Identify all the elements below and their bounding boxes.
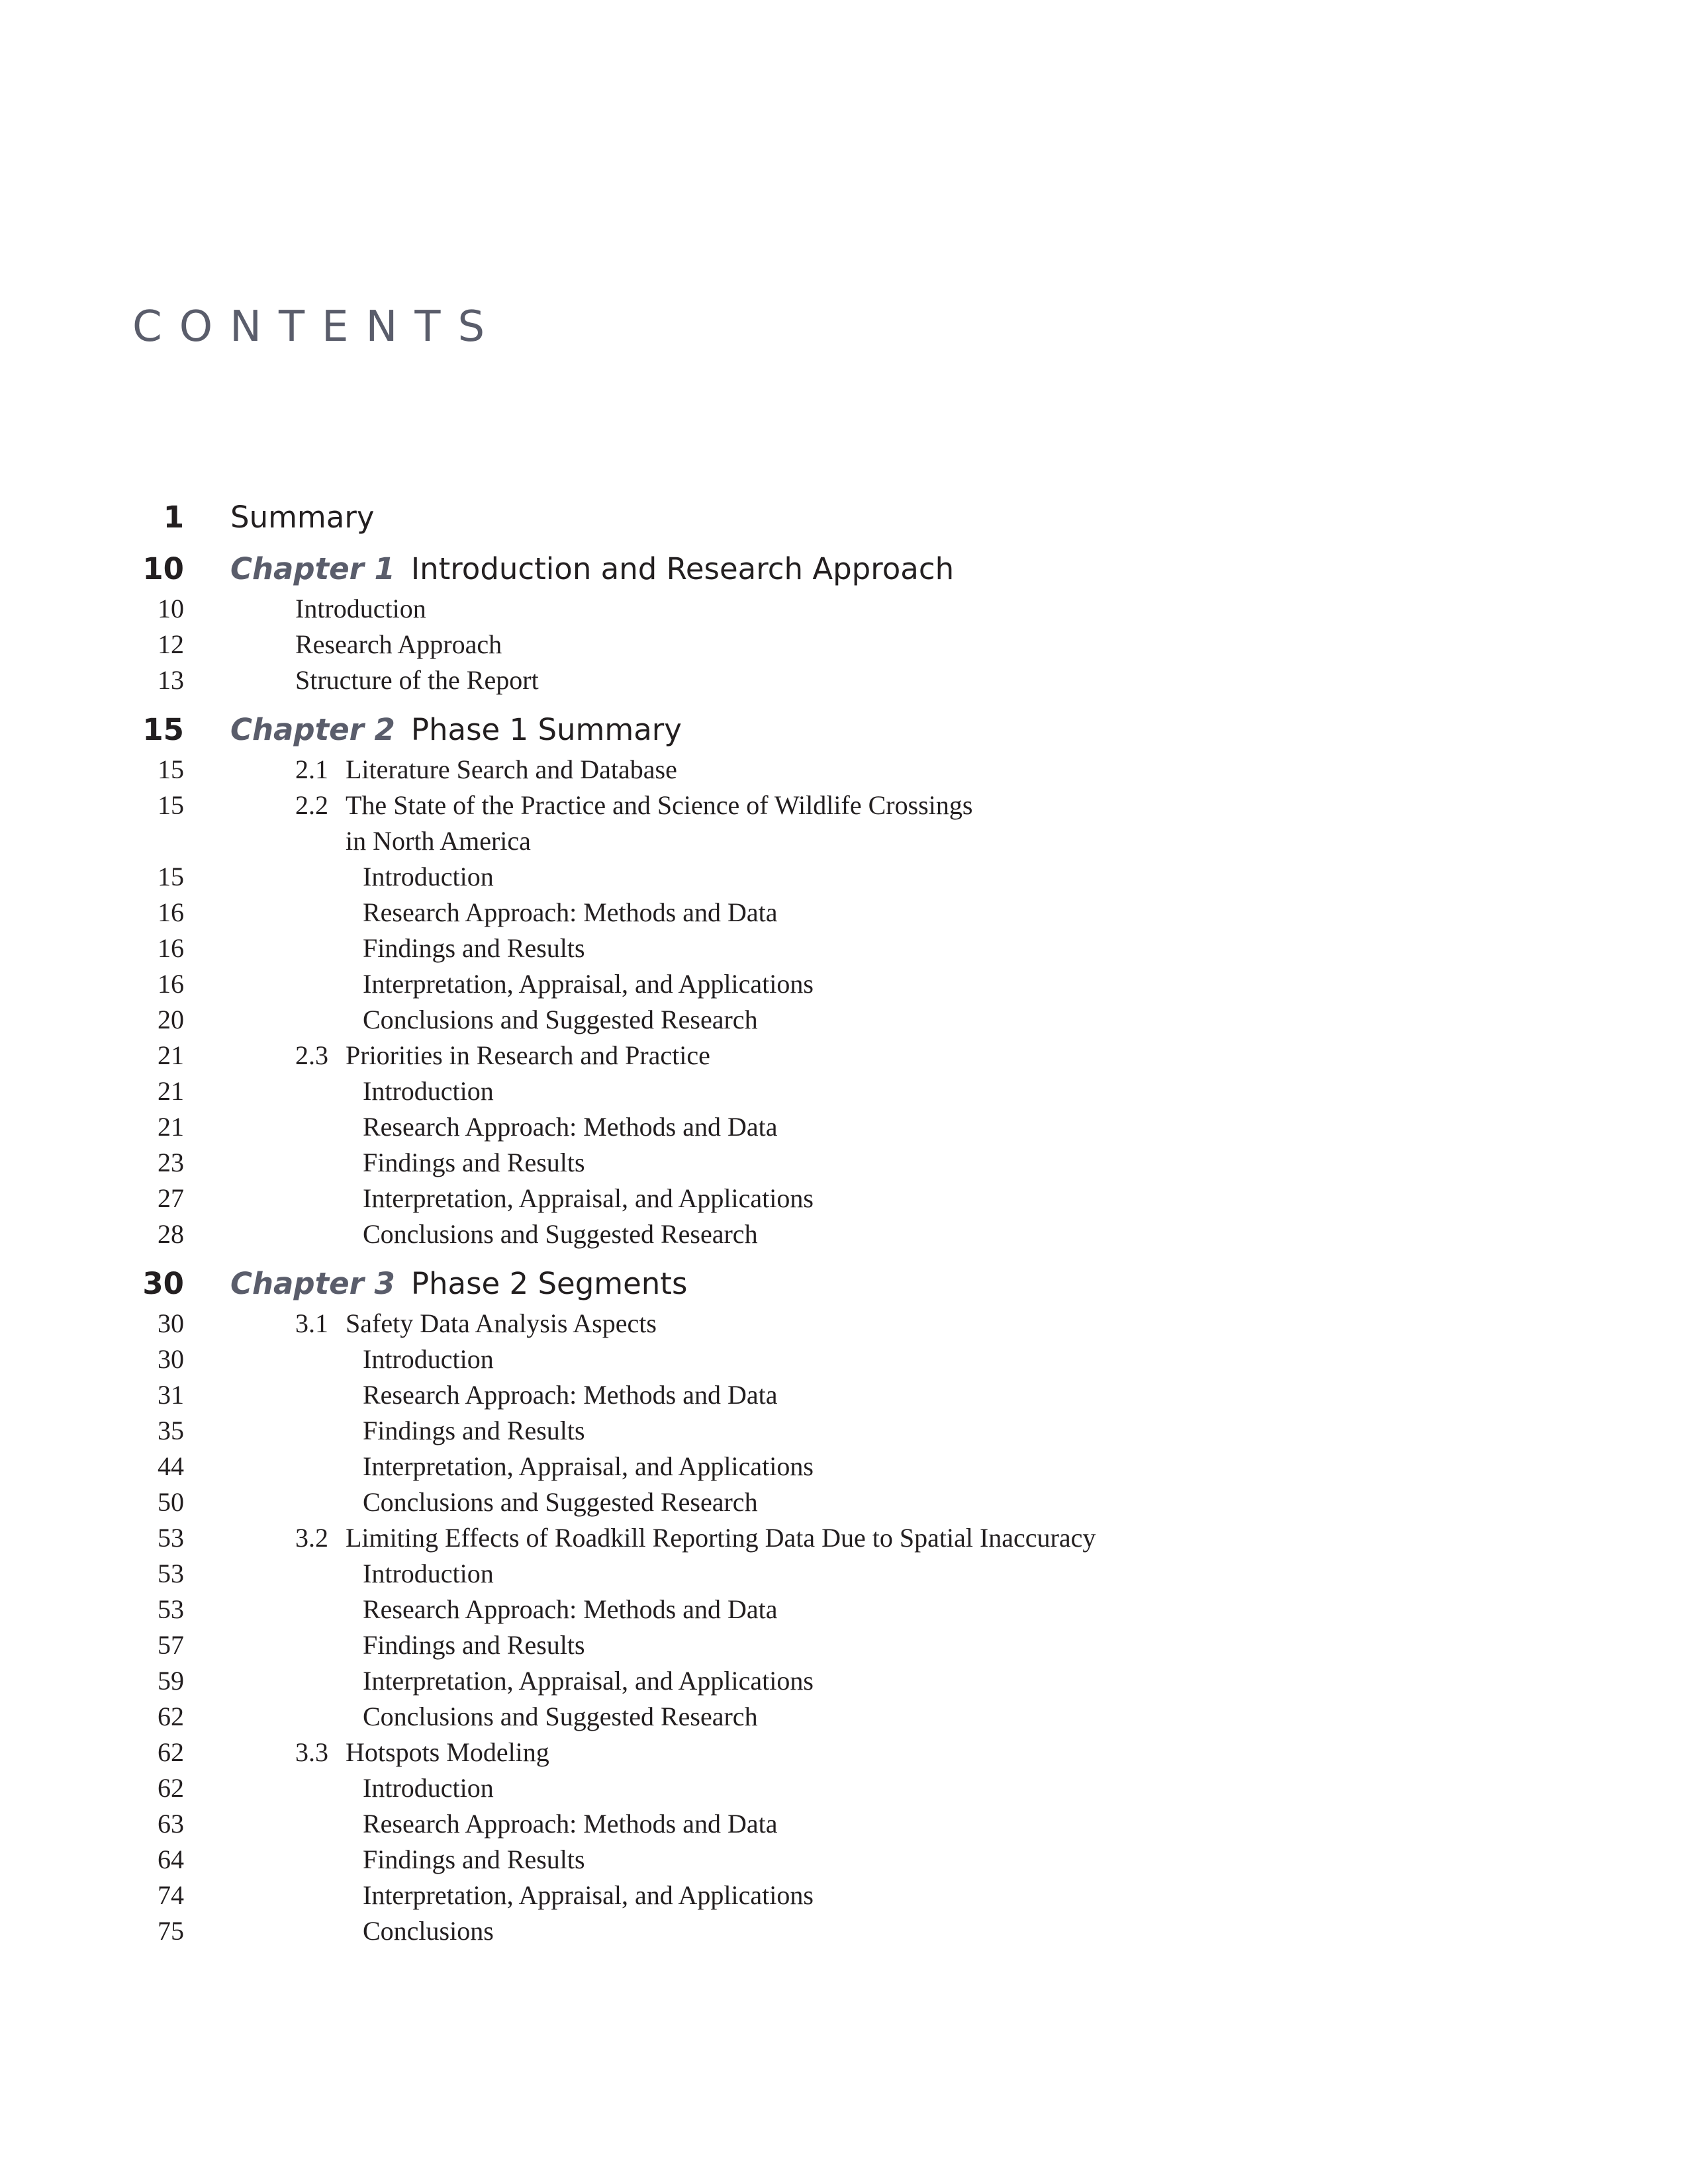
toc-page-number: 30 bbox=[158, 1344, 184, 1374]
toc-entry-text bbox=[363, 1002, 758, 1038]
toc-entry[interactable] bbox=[0, 1181, 1688, 1216]
toc-entry-title: Research Approach: Methods and Data bbox=[363, 1809, 778, 1839]
toc-entry-title: Interpretation, Appraisal, and Applications bbox=[363, 1451, 814, 1481]
toc-entry-text bbox=[295, 662, 539, 698]
toc-entry-title: Conclusions bbox=[363, 1916, 494, 1946]
toc-entry-title: Findings and Results bbox=[363, 1416, 585, 1445]
toc-entry-text bbox=[295, 788, 972, 823]
toc-entry-title: Research Approach: Methods and Data bbox=[363, 897, 778, 927]
toc-entry[interactable] bbox=[0, 752, 1688, 788]
toc-entry-title: Research Approach bbox=[295, 629, 502, 659]
toc-page-number: 20 bbox=[158, 1005, 184, 1034]
toc-entry-text bbox=[230, 498, 374, 537]
toc-entry-title: Structure of the Report bbox=[295, 665, 539, 695]
toc-entry-text bbox=[363, 1413, 585, 1449]
toc-entry-text bbox=[295, 1038, 710, 1073]
toc-entry-title: Introduction bbox=[363, 1559, 494, 1588]
toc-entry-title: Interpretation, Appraisal, and Applications bbox=[363, 1666, 814, 1696]
toc-entry[interactable] bbox=[0, 498, 1688, 537]
toc-entry[interactable] bbox=[0, 966, 1688, 1002]
toc-page-number: 15 bbox=[142, 712, 184, 747]
toc-entry-title: Interpretation, Appraisal, and Applications bbox=[363, 969, 814, 999]
toc-entry[interactable] bbox=[0, 1699, 1688, 1735]
toc-entry[interactable] bbox=[0, 1342, 1688, 1377]
toc-entry-title: Introduction bbox=[363, 862, 494, 891]
toc-page-number: 35 bbox=[158, 1416, 184, 1445]
toc-entry-title: Conclusions and Suggested Research bbox=[363, 1219, 758, 1249]
toc-entry-title: Findings and Results bbox=[363, 1844, 585, 1874]
toc-page-number: 16 bbox=[158, 897, 184, 927]
toc-page-number: 62 bbox=[158, 1737, 184, 1767]
chapter-label: Chapter 3 bbox=[230, 1266, 395, 1301]
toc-entry[interactable] bbox=[0, 1145, 1688, 1181]
chapter-label: Chapter 2 bbox=[230, 712, 395, 747]
toc-entry-text bbox=[363, 1073, 494, 1109]
toc-page-number: 57 bbox=[158, 1630, 184, 1660]
toc-page-number: 10 bbox=[142, 551, 184, 586]
toc-page-number: 30 bbox=[158, 1308, 184, 1338]
toc-entry-title: Hotspots Modeling bbox=[346, 1737, 549, 1767]
toc-entry[interactable] bbox=[0, 1878, 1688, 1913]
toc-entry-text bbox=[363, 1878, 814, 1913]
toc-entry-title: Findings and Results bbox=[363, 1630, 585, 1660]
toc-entry-text bbox=[230, 710, 682, 750]
toc-entry-text bbox=[346, 823, 531, 859]
toc-entry-text bbox=[363, 1627, 585, 1663]
toc-page-number: 15 bbox=[158, 862, 184, 891]
toc-entry[interactable] bbox=[0, 1306, 1688, 1342]
toc-entry-title: Priorities in Research and Practice bbox=[346, 1040, 710, 1070]
toc-entry-text bbox=[363, 1592, 777, 1627]
toc-entry-text bbox=[363, 1842, 585, 1878]
toc-entry-title: Introduction bbox=[363, 1344, 494, 1374]
chapter-label: Chapter 1 bbox=[230, 551, 395, 586]
section-number: 2.1 bbox=[295, 754, 328, 784]
toc-entry-text bbox=[363, 1913, 494, 1949]
toc-entry-title: in North America bbox=[346, 826, 531, 856]
toc-page-number: 15 bbox=[158, 790, 184, 820]
toc-page-number: 59 bbox=[158, 1666, 184, 1696]
toc-entry-title: The State of the Practice and Science of Wildlife Crossings bbox=[346, 790, 973, 820]
toc-page-number: 27 bbox=[158, 1183, 184, 1213]
toc-page-number: 30 bbox=[142, 1266, 184, 1301]
toc-entry[interactable] bbox=[0, 662, 1688, 698]
toc-page-number: 28 bbox=[158, 1219, 184, 1249]
toc-entry-title: Phase 2 Segments bbox=[410, 1266, 688, 1301]
toc-page-number: 44 bbox=[158, 1451, 184, 1481]
toc-entry-title: Phase 1 Summary bbox=[410, 712, 682, 747]
toc-entry-text bbox=[295, 627, 502, 662]
toc-page-number: 15 bbox=[158, 754, 184, 784]
toc-entry-text bbox=[363, 966, 814, 1002]
toc-page-number: 53 bbox=[158, 1523, 184, 1553]
toc-entry-text bbox=[295, 1306, 657, 1342]
toc-entry-text bbox=[363, 1145, 585, 1181]
toc-entry-title: Introduction bbox=[363, 1076, 494, 1106]
toc-entry-title: Introduction bbox=[363, 1773, 494, 1803]
toc-entry[interactable] bbox=[0, 1556, 1688, 1592]
toc-page-number: 75 bbox=[158, 1916, 184, 1946]
toc-page-number: 74 bbox=[158, 1880, 184, 1910]
section-number: 3.2 bbox=[295, 1523, 328, 1553]
toc-entry-text bbox=[363, 1484, 758, 1520]
toc-entry-text bbox=[230, 549, 954, 589]
toc-entry-text bbox=[363, 859, 494, 895]
toc-entry[interactable] bbox=[0, 1377, 1688, 1413]
toc-entry[interactable] bbox=[0, 1484, 1688, 1520]
toc-page-number: 16 bbox=[158, 969, 184, 999]
toc-entry[interactable] bbox=[0, 1663, 1688, 1699]
toc-entry[interactable] bbox=[0, 1038, 1688, 1073]
toc-entry[interactable] bbox=[0, 1770, 1688, 1806]
section-number: 2.2 bbox=[295, 790, 328, 820]
toc-entry[interactable] bbox=[0, 1627, 1688, 1663]
toc-entry-text bbox=[363, 1109, 777, 1145]
toc-page-number: 23 bbox=[158, 1148, 184, 1177]
section-number: 3.1 bbox=[295, 1308, 328, 1338]
toc-entry-text bbox=[363, 895, 777, 931]
toc-entry-text bbox=[363, 1556, 494, 1592]
toc-page-number: 21 bbox=[158, 1040, 184, 1070]
toc-entry[interactable] bbox=[0, 1109, 1688, 1145]
toc-entry-title: Conclusions and Suggested Research bbox=[363, 1702, 758, 1731]
toc-entry-title: Interpretation, Appraisal, and Applications bbox=[363, 1880, 814, 1910]
toc-page-number: 64 bbox=[158, 1844, 184, 1874]
toc-page-number: 62 bbox=[158, 1702, 184, 1731]
toc-entry-text bbox=[363, 1181, 814, 1216]
toc-entry-text bbox=[363, 1663, 814, 1699]
toc-entry[interactable] bbox=[0, 1735, 1688, 1770]
toc-page-number: 10 bbox=[158, 594, 184, 623]
toc-page-number: 13 bbox=[158, 665, 184, 695]
section-number: 2.3 bbox=[295, 1040, 328, 1070]
toc-entry[interactable] bbox=[0, 1002, 1688, 1038]
toc-entry-title: Limiting Effects of Roadkill Reporting Data Due to Spatial Inaccuracy bbox=[346, 1523, 1096, 1553]
toc-entry[interactable] bbox=[0, 1913, 1688, 1949]
toc-page-number: 63 bbox=[158, 1809, 184, 1839]
toc-entry-title: Research Approach: Methods and Data bbox=[363, 1594, 778, 1624]
toc-entry-text bbox=[363, 1342, 494, 1377]
toc-page-number: 50 bbox=[158, 1487, 184, 1517]
toc-entry[interactable] bbox=[0, 591, 1688, 627]
toc-page-number: 31 bbox=[158, 1380, 184, 1410]
toc-entry-title: Literature Search and Database bbox=[346, 754, 677, 784]
toc-entry[interactable] bbox=[0, 1449, 1688, 1484]
toc-entry[interactable] bbox=[0, 823, 1688, 859]
toc-entry-text bbox=[363, 1806, 777, 1842]
toc-entry[interactable] bbox=[0, 788, 1688, 823]
toc-entry-title: Interpretation, Appraisal, and Applications bbox=[363, 1183, 814, 1213]
toc-entry[interactable] bbox=[0, 1073, 1688, 1109]
toc-entry-text bbox=[230, 1264, 687, 1304]
toc-entry-title: Conclusions and Suggested Research bbox=[363, 1005, 758, 1034]
toc-entry-title: Conclusions and Suggested Research bbox=[363, 1487, 758, 1517]
toc-entry[interactable] bbox=[0, 1592, 1688, 1627]
toc-page-number: 53 bbox=[158, 1559, 184, 1588]
toc-entry-title: Summary bbox=[230, 500, 375, 535]
page-title: CONTENTS bbox=[132, 302, 502, 351]
toc-entry-title: Research Approach: Methods and Data bbox=[363, 1112, 778, 1142]
toc-page-number: 16 bbox=[158, 933, 184, 963]
toc-entry-text bbox=[363, 931, 585, 966]
toc-entry-text bbox=[363, 1699, 758, 1735]
toc-entry-text bbox=[295, 1735, 549, 1770]
toc-entry[interactable] bbox=[0, 1520, 1688, 1556]
toc-entry-title: Findings and Results bbox=[363, 1148, 585, 1177]
toc-entry-title: Introduction bbox=[295, 594, 426, 623]
toc-chapter-entry[interactable] bbox=[0, 710, 1688, 750]
toc-entry[interactable] bbox=[0, 931, 1688, 966]
toc-entry-text bbox=[363, 1449, 814, 1484]
toc-entry-title: Research Approach: Methods and Data bbox=[363, 1380, 778, 1410]
toc-chapter-entry[interactable] bbox=[0, 549, 1688, 589]
toc-entry-text bbox=[295, 1520, 1096, 1556]
toc-entry-text bbox=[295, 752, 677, 788]
toc-entry[interactable] bbox=[0, 1842, 1688, 1878]
toc-entry-text bbox=[363, 1216, 758, 1252]
toc-page-number: 21 bbox=[158, 1076, 184, 1106]
toc-chapter-entry[interactable] bbox=[0, 1264, 1688, 1304]
toc-entry[interactable] bbox=[0, 627, 1688, 662]
toc-entry[interactable] bbox=[0, 1806, 1688, 1842]
toc-entry-text bbox=[295, 591, 426, 627]
toc-page-number: 53 bbox=[158, 1594, 184, 1624]
toc-entry-text bbox=[363, 1770, 494, 1806]
toc-entry-title: Introduction and Research Approach bbox=[410, 551, 955, 586]
toc-entry-title: Findings and Results bbox=[363, 933, 585, 963]
toc-entry-title: Safety Data Analysis Aspects bbox=[346, 1308, 657, 1338]
toc-entry[interactable] bbox=[0, 859, 1688, 895]
toc-entry[interactable] bbox=[0, 895, 1688, 931]
toc-entry-text bbox=[363, 1377, 777, 1413]
toc-page-number: 12 bbox=[158, 629, 184, 659]
toc-page-number: 62 bbox=[158, 1773, 184, 1803]
toc-page-number: 1 bbox=[163, 500, 184, 535]
toc-entry[interactable] bbox=[0, 1413, 1688, 1449]
section-number: 3.3 bbox=[295, 1737, 328, 1767]
toc-entry[interactable] bbox=[0, 1216, 1688, 1252]
toc-page-number: 21 bbox=[158, 1112, 184, 1142]
